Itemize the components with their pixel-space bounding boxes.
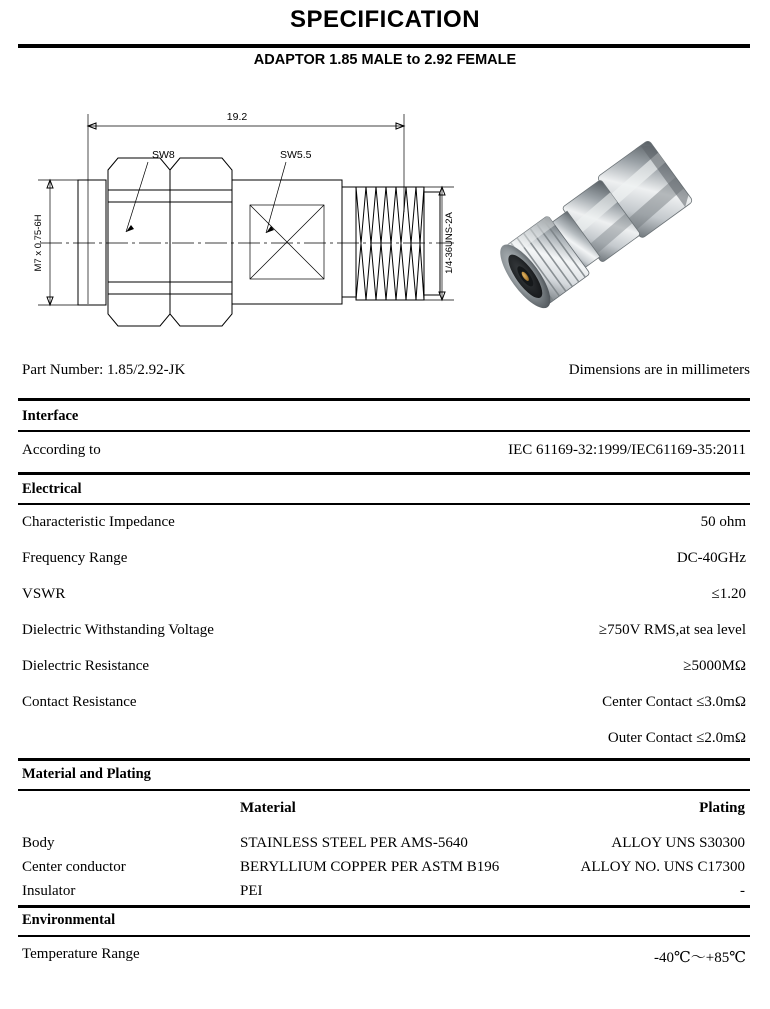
interface-top-rule bbox=[18, 398, 750, 401]
units-note: Dimensions are in millimeters bbox=[568, 362, 750, 378]
spec-label: Contact Resistance bbox=[22, 694, 137, 710]
material-item: Insulator bbox=[22, 883, 76, 899]
plating-value: ALLOY NO. UNS C17300 bbox=[580, 859, 745, 875]
spec-row-according-to bbox=[22, 442, 746, 464]
connector-left-collar bbox=[78, 180, 106, 305]
spec-row-contact-resistance bbox=[22, 694, 746, 716]
spec-label: Characteristic Impedance bbox=[22, 514, 175, 530]
connector-hex-nut-2 bbox=[170, 158, 232, 326]
part-number-label: Part Number: 1.85/2.92-JK bbox=[22, 362, 186, 378]
material-item: Body bbox=[22, 835, 55, 851]
dimension-right-thread bbox=[404, 187, 455, 300]
spec-row-vswr bbox=[22, 586, 746, 608]
spec-row-frequency-range bbox=[22, 550, 746, 572]
spec-label: Dielectric Resistance bbox=[22, 658, 150, 674]
spec-value: ≤1.20 bbox=[711, 586, 746, 602]
spec-row-characteristic-impedance bbox=[22, 514, 746, 536]
page-subtitle: ADAPTOR 1.85 MALE to 2.92 FEMALE bbox=[253, 52, 517, 68]
section-heading-interface: Interface bbox=[22, 408, 79, 424]
spec-label: Dielectric Withstanding Voltage bbox=[22, 622, 214, 638]
spec-value: DC-40GHz bbox=[676, 550, 746, 566]
title-divider bbox=[18, 44, 750, 48]
spec-value: 50 ohm bbox=[700, 514, 746, 530]
connector-thread-section bbox=[356, 187, 440, 300]
table-row bbox=[22, 835, 746, 857]
material-item: Center conductor bbox=[22, 859, 126, 875]
spec-label: VSWR bbox=[22, 586, 66, 602]
spec-row-contact-resistance-outer bbox=[22, 730, 746, 752]
material-value: PEI bbox=[240, 883, 263, 899]
material-table-header bbox=[22, 800, 746, 822]
spec-label: Temperature Range bbox=[22, 946, 140, 962]
section-heading-environmental: Environmental bbox=[22, 912, 116, 928]
material-value: BERYLLIUM COPPER PER ASTM B196 bbox=[240, 859, 500, 875]
part-number-row bbox=[18, 362, 750, 388]
environmental-heading-rule bbox=[18, 935, 750, 937]
connector-mid-body bbox=[232, 180, 342, 304]
material-value: STAINLESS STEEL PER AMS-5640 bbox=[240, 835, 468, 851]
spec-value: ≥5000MΩ bbox=[683, 658, 746, 674]
technical-drawing bbox=[18, 92, 470, 354]
section-heading-material: Material and Plating bbox=[22, 766, 151, 782]
page-title: SPECIFICATION bbox=[289, 6, 481, 33]
callout-sw55 bbox=[266, 149, 312, 233]
spec-row-temperature-range bbox=[22, 946, 746, 968]
spec-row-dielectric-withstanding-voltage bbox=[22, 622, 746, 644]
table-row bbox=[22, 883, 746, 905]
spec-value: Center Contact ≤3.0mΩ bbox=[602, 694, 746, 710]
spec-value: ≥750V RMS,at sea level bbox=[598, 622, 746, 638]
section-heading-electrical: Electrical bbox=[22, 481, 82, 497]
plating-value: ALLOY UNS S30300 bbox=[611, 835, 745, 851]
spec-row-dielectric-resistance bbox=[22, 658, 746, 680]
dimension-overall-length bbox=[88, 111, 404, 304]
spec-value: Outer Contact ≤2.0mΩ bbox=[607, 730, 746, 746]
dimension-length-label: 19.2 bbox=[226, 111, 248, 123]
table-row bbox=[22, 859, 746, 881]
spec-value: IEC 61169-32:1999/IEC61169-35:2011 bbox=[508, 442, 746, 458]
electrical-heading-rule bbox=[18, 503, 750, 505]
material-col-material: Material bbox=[240, 800, 296, 816]
spec-value: -40℃～+85℃ bbox=[653, 950, 746, 966]
environmental-top-rule bbox=[18, 905, 750, 908]
figure-zone bbox=[0, 92, 770, 354]
electrical-top-rule bbox=[18, 472, 750, 475]
callout-sw55-label: SW5.5 bbox=[280, 149, 312, 161]
spec-label: Frequency Range bbox=[22, 550, 128, 566]
material-heading-rule bbox=[18, 789, 750, 791]
connector-shoulder bbox=[342, 187, 356, 297]
product-photo bbox=[473, 104, 745, 332]
left-thread-label: M7 x 0.75-6H bbox=[33, 214, 44, 272]
right-thread-label: 1/4-36UNS-2A bbox=[444, 212, 455, 274]
material-top-rule bbox=[18, 758, 750, 761]
plating-value: - bbox=[740, 883, 745, 899]
callout-sw8-label: SW8 bbox=[152, 149, 175, 161]
interface-heading-rule bbox=[18, 430, 750, 432]
connector-hex-nut-1 bbox=[108, 158, 170, 326]
material-col-plating: Plating bbox=[699, 800, 745, 816]
spec-label: According to bbox=[22, 442, 101, 458]
dimension-left-thread bbox=[33, 180, 96, 305]
